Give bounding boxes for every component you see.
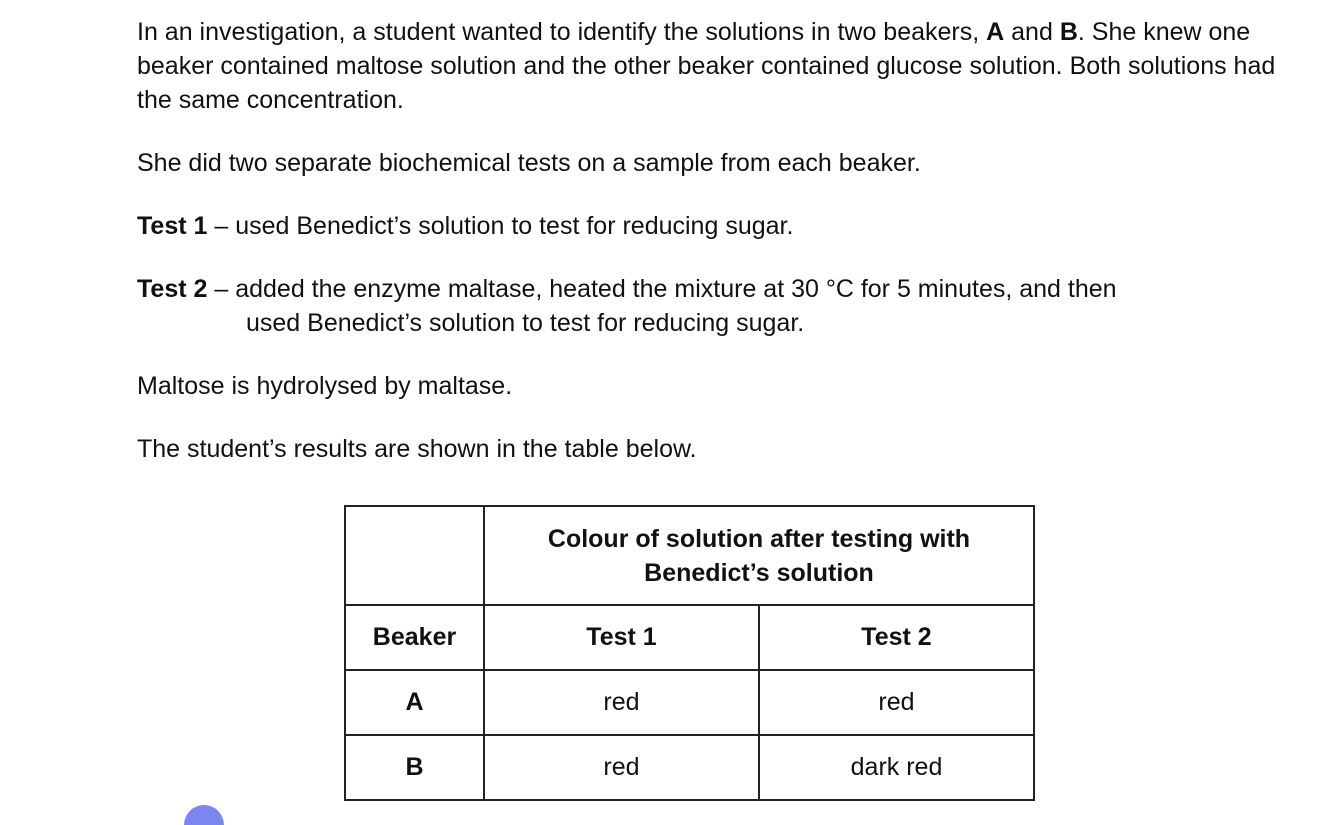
table-row xyxy=(345,670,1034,735)
column-header-test2: Test 2 xyxy=(759,605,1034,670)
intro-part1: In an investigation, a student wanted to identify the solutions in two beakers, xyxy=(137,18,987,46)
group-header-cell xyxy=(484,506,1034,605)
row-beaker-cell: B xyxy=(345,735,484,800)
table-column-header-row xyxy=(345,605,1034,670)
row-test1-cell: red xyxy=(484,670,759,735)
row-test2-cell: dark red xyxy=(759,735,1034,800)
test2-text-line1: – added the enzyme maltase, heated the mixture at 30 °C for 5 minutes, and then xyxy=(207,275,1117,303)
intro-and: and xyxy=(1004,18,1060,46)
row-test1-cell: red xyxy=(484,735,759,800)
floating-action-button[interactable] xyxy=(184,805,224,825)
group-header-line2: Benedict’s solution xyxy=(644,558,874,587)
test2-text-line2: used Benedict’s solution to test for reducing sugar. xyxy=(246,309,805,337)
test2-description xyxy=(137,272,1297,340)
table-row xyxy=(345,735,1034,800)
question-text xyxy=(137,15,1297,466)
row-test2-cell: red xyxy=(759,670,1034,735)
test1-description xyxy=(137,209,1297,243)
results-table xyxy=(344,505,1035,801)
intro-paragraph xyxy=(137,15,1297,117)
column-header-beaker: Beaker xyxy=(345,605,484,670)
test2-label: Test 2 xyxy=(137,275,208,303)
empty-corner-cell xyxy=(345,506,484,605)
beaker-b-label: B xyxy=(1059,18,1078,46)
test1-text: – used Benedict’s solution to test for reducing sugar. xyxy=(207,212,794,240)
test1-label: Test 1 xyxy=(137,212,208,240)
group-header-line1: Colour of solution after testing with xyxy=(547,524,971,553)
maltose-note: Maltose is hydrolysed by maltase. xyxy=(137,372,513,400)
tests-intro: She did two separate biochemical tests on a sample from each beaker. xyxy=(137,149,921,177)
table-group-header-row xyxy=(345,506,1034,605)
beaker-a-label: A xyxy=(986,18,1005,46)
column-header-test1: Test 1 xyxy=(484,605,759,670)
intro-part2: . She knew one beaker contained maltose solution and the other beaker contained glucose solution. Both solutions had the same concentration. xyxy=(137,18,1276,114)
results-intro: The student’s results are shown in the table below. xyxy=(137,435,697,463)
row-beaker-cell: A xyxy=(345,670,484,735)
